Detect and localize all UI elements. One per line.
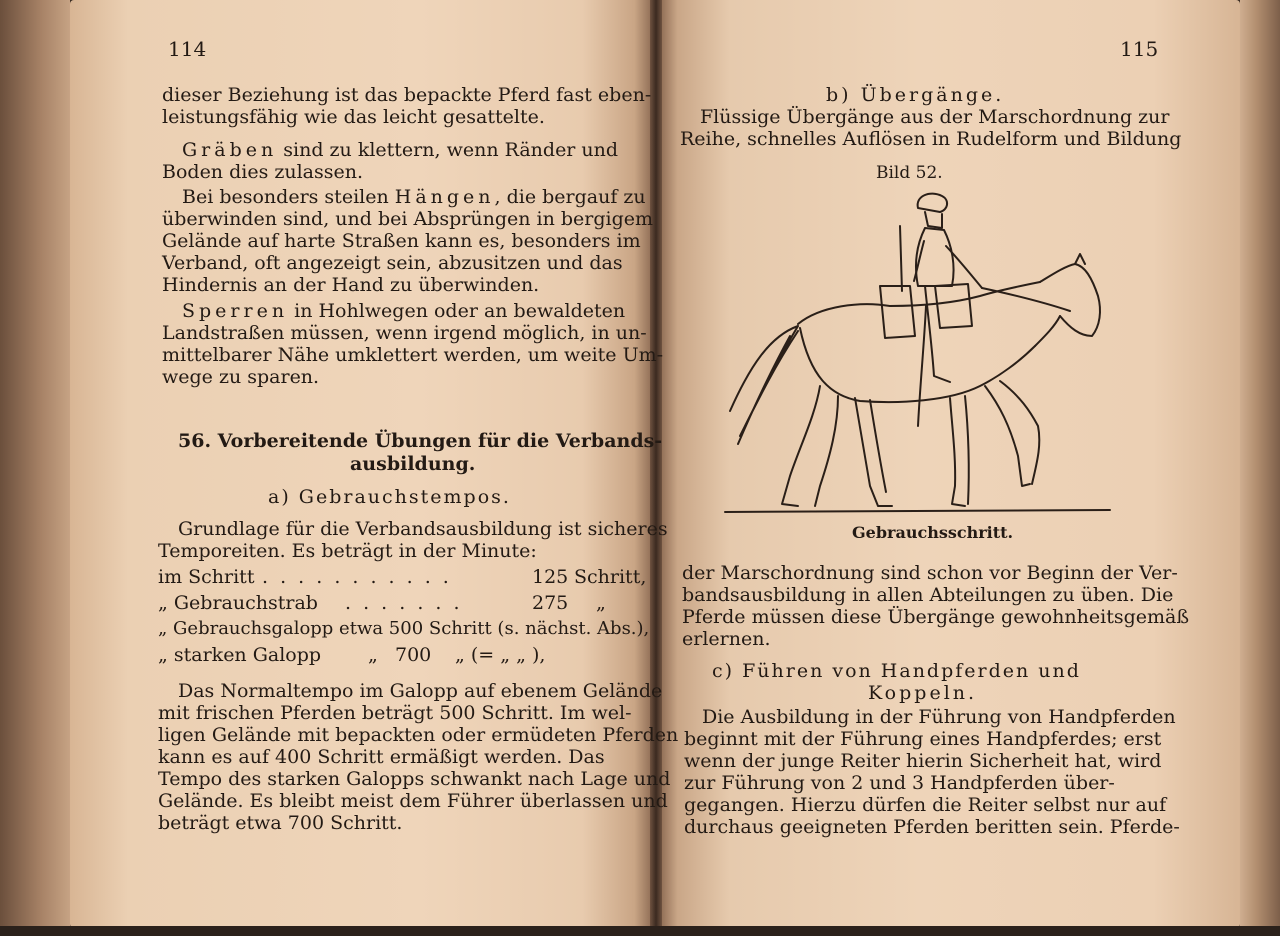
subsection-heading-c: Koppeln. <box>868 682 978 704</box>
paragraph-text: in Hohlwegen oder an bewaldeten <box>288 300 626 322</box>
paragraph-line <box>182 186 646 209</box>
paragraph-line: beginnt mit der Führung eines Handpferdes; erst <box>684 728 1162 750</box>
paragraph-line: Grundlage für die Verbandsausbildung ist sicheres <box>178 518 668 540</box>
paragraph-line: ligen Gelände mit bepackten oder ermüdeten Pferden <box>158 724 679 746</box>
paragraph-line: wenn der junge Reiter hierin Sicherheit hat, wird <box>684 750 1162 772</box>
paragraph-line: Reihe, schnelles Auflösen in Rudelform und Bildung <box>680 128 1182 150</box>
paragraph-text: , die bergauf zu <box>494 186 646 208</box>
book-edge-right <box>1240 0 1280 936</box>
term-sperren: Sperren <box>182 300 289 322</box>
paragraph-text: sind zu klettern, wenn Ränder und <box>277 139 619 161</box>
page-number-left: 114 <box>168 37 207 61</box>
paragraph-line: wege zu sparen. <box>162 366 320 388</box>
paragraph-line: Pferde müssen diese Übergänge gewohnheitsgemäß <box>682 606 1190 628</box>
tempo-label: „ Gebrauchstrab <box>158 592 318 614</box>
figure-caption: Gebrauchsschritt. <box>852 523 1014 542</box>
paragraph-line: durchaus geeigneten Pferden beritten sein. Pferde- <box>684 816 1180 838</box>
paragraph-line: Das Normaltempo im Galopp auf ebenem Gelände <box>178 680 663 702</box>
mounted-soldier-illustration-icon <box>720 186 1120 516</box>
paragraph-line: beträgt etwa 700 Schritt. <box>158 812 403 834</box>
tempo-dots: „ <box>368 644 378 666</box>
paragraph-line: dieser Beziehung ist das bepackte Pferd fast eben- <box>162 84 652 106</box>
paragraph-line: Temporeiten. Es beträgt in der Minute: <box>158 540 537 562</box>
book-edge-left <box>0 0 70 936</box>
tempo-label: „ Gebrauchsgalopp etwa 500 Schritt (s. nächst. Abs.), <box>158 618 650 639</box>
tempo-unit: Schritt, <box>574 566 647 588</box>
subsection-heading-b: b) Übergänge. <box>826 84 1005 106</box>
paragraph-line: Die Ausbildung in der Führung von Handpferden <box>702 706 1176 728</box>
paragraph-line: gegangen. Hierzu dürfen die Reiter selbst nur auf <box>684 794 1167 816</box>
paragraph-line: Verband, oft angezeigt sein, abzusitzen und das <box>162 252 623 274</box>
tempo-value: 700 <box>395 644 432 666</box>
paragraph-line: überwinden sind, und bei Absprüngen in bergigem <box>162 208 654 230</box>
term-graeben: Gräben <box>182 139 278 161</box>
paragraph-line: mit frischen Pferden beträgt 500 Schritt. Im wel- <box>158 702 632 724</box>
paragraph-line: Gelände auf harte Straßen kann es, besonders im <box>162 230 641 252</box>
paragraph-line: der Marschordnung sind schon vor Beginn der Ver- <box>682 562 1178 584</box>
paragraph-line: erlernen. <box>682 628 771 650</box>
paragraph-line: Boden dies zulassen. <box>162 161 364 183</box>
tempo-unit: „ <box>596 592 606 614</box>
paragraph-line: leistungsfähig wie das leicht gesattelte. <box>162 106 545 128</box>
paragraph-line: Tempo des starken Galopps schwankt nach Lage und <box>158 768 671 790</box>
book-bottom-edge <box>0 926 1280 936</box>
figure-label: Bild 52. <box>876 163 943 183</box>
subsection-heading-a: a) Gebrauchstempos. <box>268 486 511 508</box>
tempo-label: „ starken Galopp <box>158 644 322 666</box>
paragraph-line: bandsausbildung in allen Abteilungen zu üben. Die <box>682 584 1174 606</box>
term-haengen: Hängen <box>394 186 495 208</box>
subsection-heading-c: c) Führen von Handpferden und <box>712 660 1081 682</box>
tempo-unit: „ (= „ „ ), <box>455 644 546 666</box>
paragraph-line: Hindernis an der Hand zu überwinden. <box>162 274 540 296</box>
section-heading: ausbildung. <box>350 453 476 475</box>
paragraph-text: Bei besonders steilen <box>182 186 395 208</box>
tempo-value: 125 <box>532 566 569 588</box>
section-heading: 56. Vorbereitende Übungen für die Verbands- <box>178 430 663 452</box>
paragraph-line: Flüssige Übergänge aus der Marschordnung zur <box>700 106 1170 128</box>
paragraph-line: Landstraßen müssen, wenn irgend möglich, in un- <box>162 322 647 344</box>
page-number-right: 115 <box>1120 37 1159 61</box>
paragraph-line <box>182 300 625 323</box>
paragraph-line: zur Führung von 2 und 3 Handpferden über- <box>684 772 1115 794</box>
tempo-label: im Schritt <box>158 566 255 588</box>
paragraph-line: Gelände. Es bleibt meist dem Führer überlassen und <box>158 790 668 812</box>
paragraph-line: mittelbarer Nähe umklettert werden, um weite Um- <box>162 344 664 366</box>
tempo-dots: . . . . . . . <box>345 592 463 614</box>
paragraph-line <box>182 139 618 162</box>
tempo-dots: . . . . . . . . . . . <box>262 566 452 588</box>
paragraph-line: kann es auf 400 Schritt ermäßigt werden. Das <box>158 746 605 768</box>
tempo-value: 275 <box>532 592 569 614</box>
